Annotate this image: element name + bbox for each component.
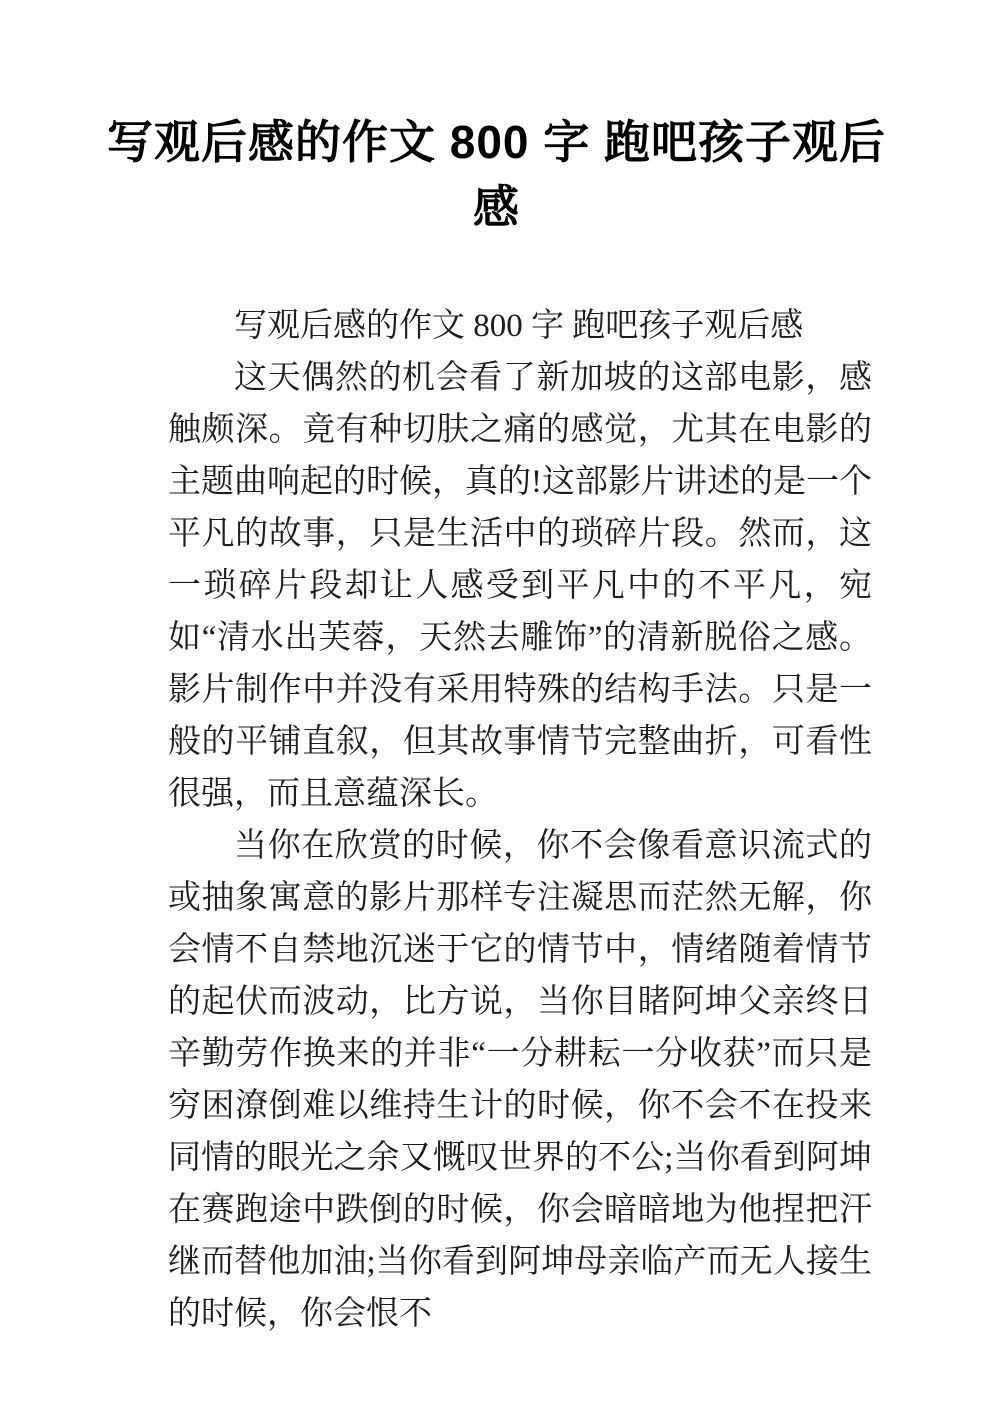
paragraph-main: 当你在欣赏的时候，你不会像看意识流式的或抽象寓意的影片那样专注凝思而茫然无解，你会情不自禁地沉迷于它的情节中，情绪随着情节的起伏而波动，比方说，当你目睹阿坤父亲终日辛勤劳作换来的并非“一分耕耘一分收获”而只是穷困潦倒难以维持生计的时候，你不会不在投来同情的眼光之余又慨叹世界的不公;当你看到阿坤在赛跑途中跌倒的时候，你会暗暗地为他捏把汗继而替他加油;当你看到阿坤母亲临产而无人接生的时候，你会恨不	[168, 828, 872, 1332]
paragraph-intro: 这天偶然的机会看了新加坡的这部电影，感触颇深。竟有种切肤之痛的感觉，尤其在电影的主题曲响起的时候，真的!这部影片讲述的是一个平凡的故事，只是生活中的琐碎片段。然而，这一琐碎片段却让人感受到平凡中的不平凡，宛如“清水出芙蓉，天然去雕饰”的清新脱俗之感。影片制作中并没有采用特殊的结构手法。只是一般的平铺直叙，但其故事情节完整曲折，可看性很强，而且意蕴深长。	[168, 360, 872, 812]
document-title	[0, 0, 993, 240]
paragraph-heading: 写观后感的作文 800 字 跑吧孩子观后感	[234, 308, 804, 344]
title-line-1: 写观后感的作文 800 字 跑吧孩子观后	[106, 116, 887, 168]
document-body	[168, 300, 872, 1340]
title-line-2: 感	[473, 181, 520, 233]
